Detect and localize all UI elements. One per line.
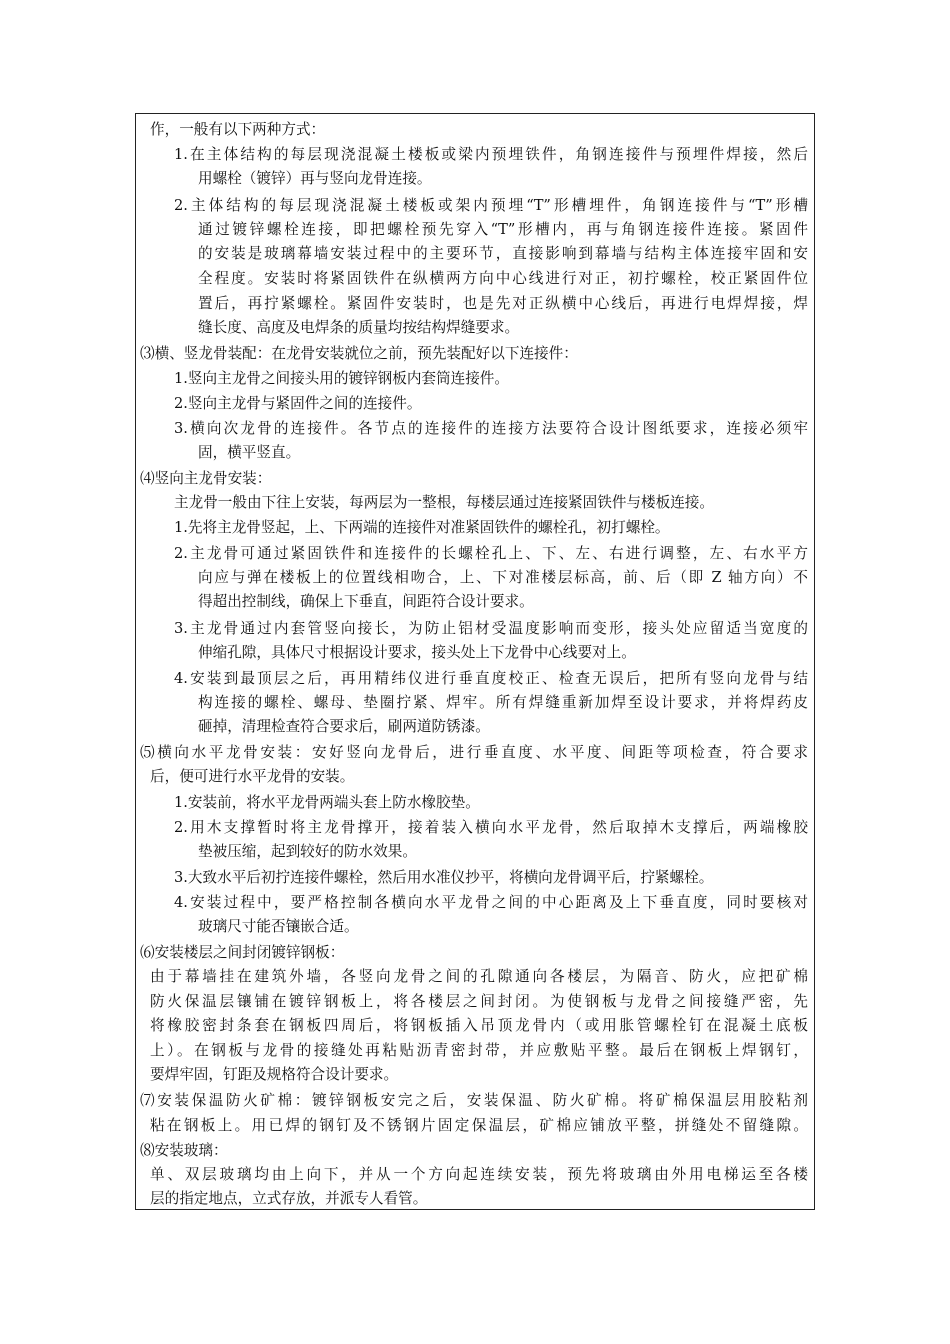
text-line: 作，一般有以下两种方式： [150,121,326,138]
text-line: 的安装是玻璃幕墙安装过程中的主要环节，直接影响到幕墙与结构主体连接牢固和安 [198,245,808,262]
text-line: 3.大致水平后初拧连接件螺栓，然后用水准仪抄平，将横向龙骨调平后，拧紧螺栓。 [174,869,714,886]
text-line: 用螺栓（镀锌）再与竖向龙骨连接。 [198,170,432,187]
text-line: 通过镀锌螺栓连接，即把螺栓预先穿入“T”形槽内，再与角钢连接件连接。紧固件 [198,221,808,238]
section-heading: ⑶横、竖龙骨装配：在龙骨安装就位之前，预先装配好以下连接件： [140,345,578,362]
text-line: 向应与弹在楼板上的位置线相吻合，上、下对准楼层标高，前、后（即 Z 轴方向）不 [198,569,808,586]
text-line: 后，便可进行水平龙骨的安装。 [150,768,355,785]
text-line: 4.安装到最顶层之后，再用精纬仪进行垂直度校正、检查无误后，把所有竖向龙骨与结 [174,670,808,687]
text-line: 层的指定地点，立式存放，并派专人看管。 [150,1190,428,1207]
text-line: 2.用木支撑暂时将主龙骨撑开，接着装入横向水平龙骨，然后取掉木支撑后，两端橡胶 [174,819,808,836]
text-line: 2.竖向主龙骨与紧固件之间的连接件。 [174,395,422,412]
text-line: 3.横向次龙骨的连接件。各节点的连接件的连接方法要符合设计图纸要求，连接必须牢 [174,420,808,437]
text-line: 固，横平竖直。 [198,444,301,461]
text-line: 4.安装过程中，要严格控制各横向水平龙骨之间的中心距离及上下垂直度，同时要核对 [174,894,808,911]
section-heading: ⑺安装保温防火矿棉：镀锌钢板安完之后，安装保温、防火矿棉。将矿棉保温层用胶粘剂 [140,1092,808,1109]
text-line: 由于幕墙挂在建筑外墙，各竖向龙骨之间的孔隙通向各楼层，为隔音、防火，应把矿棉 [150,968,808,985]
section-heading: ⑹安装楼层之间封闭镀锌钢板： [140,944,345,961]
content-frame [135,113,815,1210]
text-line: 主龙骨一般由下往上安装，每两层为一整根，每楼层通过连接紧固铁件与楼板连接。 [174,494,714,511]
text-line: 1.先将主龙骨竖起，上、下两端的连接件对准紧固铁件的螺栓孔，初打螺栓。 [174,519,670,536]
text-line: 要焊牢固，钉距及规格符合设计要求。 [150,1066,399,1083]
text-line: 全程度。安装时将紧固铁件在纵横两方向中心线进行对正，初拧螺栓，校正紧固件位 [198,270,808,287]
text-line: 伸缩孔隙，具体尺寸根据设计要求，接头处上下龙骨中心线要对上。 [198,644,636,661]
section-heading: ⑸横向水平龙骨安装：安好竖向龙骨后，进行垂直度、水平度、间距等项检查，符合要求 [140,744,808,761]
text-line: 粘在钢板上。用已焊的钢钉及不锈钢片固定保温层，矿棉应铺放平整，拼缝处不留缝隙。 [150,1117,808,1134]
text-line: 1.安装前，将水平龙骨两端头套上防水橡胶垫。 [174,794,480,811]
text-line: 1.竖向主龙骨之间接头用的镀锌钢板内套筒连接件。 [174,370,509,387]
section-heading: ⑷竖向主龙骨安装： [140,470,272,487]
text-line: 2.主龙骨可通过紧固铁件和连接件的长螺栓孔上、下、左、右进行调整，左、右水平方 [174,545,808,562]
text-line: 玻璃尺寸能否镶嵌合适。 [198,918,359,935]
text-line: 1.在主体结构的每层现浇混凝土楼板或梁内预埋铁件，角钢连接件与预埋件焊接，然后 [174,146,808,163]
text-line: 将橡胶密封条套在钢板四周后，将钢板插入吊顶龙骨内（或用胀管螺栓钉在混凝土底板 [150,1017,808,1034]
text-line: 垫被压缩，起到较好的防水效果。 [198,843,417,860]
text-line: 砸掉，清理检查符合要求后，刷两道防锈漆。 [198,718,490,735]
text-line: 上）。在钢板与龙骨的接缝处再粘贴沥青密封带，并应敷贴平整。最后在钢板上焊钢钉， [150,1042,808,1059]
section-heading: ⑻安装玻璃： [140,1142,228,1159]
text-line: 2.主体结构的每层现浇混凝土楼板或架内预埋“T”形槽埋件，角钢连接件与“T”形槽 [174,197,808,214]
text-line: 防火保温层镶铺在镀锌钢板上，将各楼层之间封闭。为使钢板与龙骨之间接缝严密，先 [150,993,808,1010]
text-line: 单、双层玻璃均由上向下，并从一个方向起连续安装，预先将玻璃由外用电梯运至各楼 [150,1166,808,1183]
text-line: 3.主龙骨通过内套管竖向接长，为防止铝材受温度影响而变形，接头处应留适当宽度的 [174,620,808,637]
text-line: 缝长度、高度及电焊条的质量均按结构焊缝要求。 [198,319,520,336]
text-line: 置后，再拧紧螺栓。紧固件安装时，也是先对正纵横中心线后，再进行电焊焊接，焊 [198,295,808,312]
text-line: 构连接的螺栓、螺母、垫圈拧紧、焊牢。所有焊缝重新加焊至设计要求，并将焊药皮 [198,694,808,711]
text-line: 得超出控制线，确保上下垂直，间距符合设计要求。 [198,593,534,610]
